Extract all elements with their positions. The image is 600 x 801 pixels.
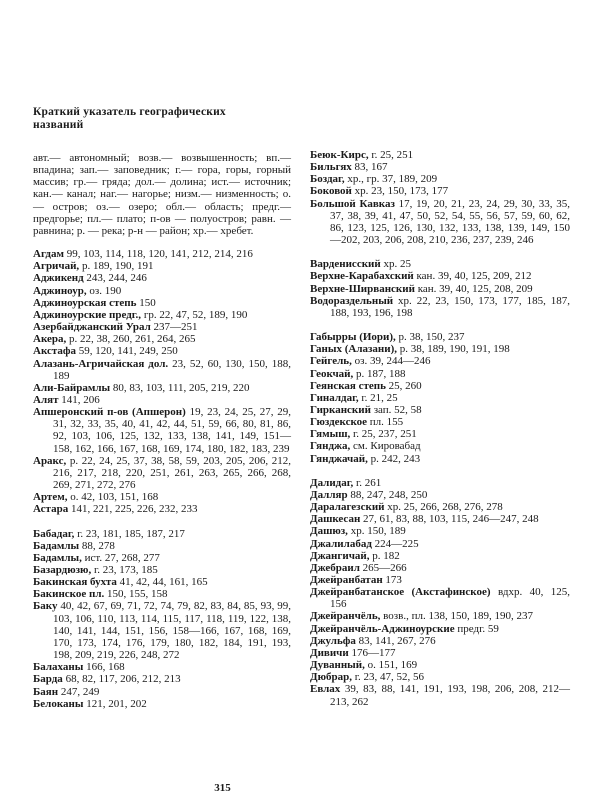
index-entry <box>310 368 570 380</box>
index-entry <box>310 453 570 465</box>
index-entry <box>33 661 291 673</box>
index-entry <box>33 382 291 394</box>
entry-page-refs: 59, 120, 141, 249, 250 <box>78 345 178 358</box>
entry-name: Джебраил <box>310 561 360 574</box>
entry-page-refs: 141, 221, 225, 226, 232, 233 <box>70 503 198 516</box>
index-entry <box>33 698 291 710</box>
entry-page-refs: р. 22, 24, 25, 37, 38, 58, 59, 203, 205, 206, 212, 216, 217, 218, 220, 251, 261, 263, 265, 266, 268, 269, 271, 272, 276 <box>53 454 292 492</box>
entry-name: Акстафа <box>33 345 77 358</box>
entry-name: Баян <box>33 685 59 698</box>
entry-page-refs: оз. 190 <box>89 284 122 297</box>
index-entry <box>310 538 570 550</box>
index-letter-group <box>310 331 570 465</box>
entry-name: Али-Байрамлы <box>33 381 111 394</box>
entry-page-refs: кан. 39, 40, 125, 208, 209 <box>417 282 533 295</box>
entry-name: Верхне-Карабахский <box>310 270 414 283</box>
index-entry <box>33 406 291 455</box>
entry-page-refs: 25, 260 <box>388 379 422 392</box>
entry-name: Боковой <box>310 185 352 198</box>
index-entry <box>310 428 570 440</box>
index-entry <box>310 343 570 355</box>
entry-name: Джульфа <box>310 634 356 647</box>
entry-name: Дивичи <box>310 646 349 659</box>
index-entry <box>310 477 570 489</box>
entry-page-refs: возв., пл. 138, 150, 189, 190, 237 <box>383 610 533 623</box>
index-entry <box>310 392 570 404</box>
entry-name: Джейранчёль, <box>310 610 381 623</box>
index-entry <box>33 552 291 564</box>
index-letter-group <box>310 477 570 708</box>
entry-name: Бакинская бухта <box>33 576 117 589</box>
entry-name: Беюк-Кирс, <box>310 149 369 161</box>
entry-page-refs: зап. 52, 58 <box>373 403 422 416</box>
entry-page-refs: 265—266 <box>362 561 407 574</box>
entry-name: Бадамлы <box>33 539 80 552</box>
entry-name: Далляр <box>310 488 348 501</box>
entry-page-refs: 83, 141, 267, 276 <box>358 634 436 647</box>
index-entry <box>33 455 291 491</box>
index-entry <box>310 295 570 319</box>
entry-page-refs: ист. 27, 268, 277 <box>84 551 160 564</box>
entry-name: Джейранчёль-Аджиноурские <box>310 622 455 635</box>
entry-page-refs: оз. 39, 244—246 <box>354 355 431 368</box>
entry-name: Баку <box>33 600 58 613</box>
index-entry <box>310 331 570 343</box>
entry-name: Джалилабад <box>310 537 372 550</box>
index-title: Краткий указатель географических названий <box>33 106 226 131</box>
entry-name: Ганых (Алазани), <box>310 343 397 356</box>
entry-page-refs: 141, 206 <box>61 393 100 406</box>
entry-name: Агричай, <box>33 260 80 273</box>
entry-page-refs: г. 23, 47, 52, 56 <box>354 671 424 684</box>
index-entry <box>33 564 291 576</box>
index-entry <box>33 345 291 357</box>
index-entry <box>33 260 291 272</box>
entry-page-refs: хр. 22, 23, 150, 173, 177, 185, 187, 188, 193, 196, 198 <box>330 294 570 319</box>
index-entry <box>310 198 570 247</box>
entry-name: Гиналдаг, <box>310 391 359 404</box>
index-entry <box>310 513 570 525</box>
index-entry <box>33 673 291 685</box>
entry-page-refs: 23, 52, 60, 130, 150, 188, 189 <box>53 357 292 382</box>
right-column <box>310 149 570 720</box>
index-entry <box>310 659 570 671</box>
entry-name: Аджиноур, <box>33 284 87 297</box>
index-entry <box>33 309 291 321</box>
index-entry <box>310 683 570 707</box>
entry-page-refs: 247, 249 <box>60 685 100 698</box>
entry-page-refs: г. 23, 173, 185 <box>93 564 158 576</box>
entry-page-refs: хр., гр. 37, 189, 209 <box>347 173 438 186</box>
entry-page-refs: см. Кировабад <box>353 440 421 453</box>
index-entry <box>310 610 570 622</box>
entry-name: Геянская степь <box>310 379 386 392</box>
index-entry <box>310 380 570 392</box>
entry-name: Большой Кавказ <box>310 197 395 210</box>
entry-name: Акера, <box>33 333 67 346</box>
index-entry <box>33 272 291 284</box>
entry-name: Бадамлы, <box>33 551 82 564</box>
entry-name: Аджиноурские предг., <box>33 308 142 321</box>
entry-name: Варденисский <box>310 258 381 271</box>
entry-name: Бакинское пл. <box>33 588 105 601</box>
entry-page-refs: хр. 25 <box>383 258 411 271</box>
index-entry <box>310 185 570 197</box>
entry-name: Азербайджанский Урал <box>33 321 151 334</box>
entry-page-refs: 19, 23, 24, 25, 27, 29, 31, 32, 33, 35, 40, 41, 42, 44, 51, 59, 66, 80, 81, 86, 92, 103, 106, 125, 132, 133, 138, 141, 149, 151—158, 162, 166, 167, 168, 169, 174, 180, 182, 183, 239 <box>53 406 292 455</box>
entry-page-refs: 17, 19, 20, 21, 23, 24, 29, 30, 33, 35, 37, 38, 39, 41, 47, 50, 52, 54, 55, 56, 57, 59, 60, 62, 86, 123, 125, 126, 130, 132, 133, 138, 139, 149, 150—202, 203, 206, 208, 210, 236, 237, 239, 246 <box>330 197 571 247</box>
index-entry <box>33 333 291 345</box>
entry-name: Аракс, <box>33 454 67 467</box>
index-entry <box>33 540 291 552</box>
entry-name: Боздаг, <box>310 173 345 186</box>
entry-name: Агдам <box>33 248 64 261</box>
entry-name: Гямыш, <box>310 428 351 441</box>
index-entry <box>33 358 291 382</box>
entry-page-refs: р. 187, 188 <box>356 367 406 380</box>
index-entry <box>33 248 291 260</box>
entry-page-refs: 150 <box>139 296 156 309</box>
index-entry <box>310 283 570 295</box>
entry-page-refs: 176—177 <box>351 646 396 659</box>
entry-page-refs: предг. 59 <box>457 622 499 635</box>
entry-name: Верхне-Ширванский <box>310 282 415 295</box>
index-entry <box>310 416 570 428</box>
entry-name: Даралагезский <box>310 501 385 514</box>
entry-name: Аджиноурская степь <box>33 296 137 309</box>
entry-page-refs: о. 42, 103, 151, 168 <box>70 491 159 504</box>
entry-name: Базардюзю, <box>33 564 92 576</box>
entry-page-refs: 224—225 <box>374 537 419 550</box>
index-letter-group <box>310 149 570 246</box>
entry-name: Дашюз, <box>310 525 348 538</box>
entry-name: Далидаг, <box>310 476 354 489</box>
entry-name: Белоканы <box>33 697 84 710</box>
entry-name: Гянджа, <box>310 440 351 453</box>
index-entry <box>310 173 570 185</box>
index-entry <box>310 355 570 367</box>
entry-page-refs: гр. 22, 47, 52, 189, 190 <box>143 308 248 321</box>
index-entry <box>33 394 291 406</box>
left-column <box>33 106 291 722</box>
entry-name: Астара <box>33 503 69 516</box>
index-entry <box>33 600 291 661</box>
entry-name: Барда <box>33 673 63 686</box>
index-entry <box>310 404 570 416</box>
entry-page-refs: г. 261 <box>356 476 382 489</box>
entry-page-refs: пл. 155 <box>369 416 404 429</box>
entry-name: Дуванный, <box>310 659 365 672</box>
entry-name: Евлах <box>310 683 341 696</box>
index-entry <box>310 671 570 683</box>
entry-name: Гирканский <box>310 403 371 416</box>
entry-page-refs: р. 22, 38, 260, 261, 264, 265 <box>69 333 196 346</box>
entry-name: Апшеронский п-ов (Апшерон) <box>33 406 186 419</box>
entry-name: Дюбрар, <box>310 671 352 684</box>
entry-page-refs: 243, 244, 246 <box>86 272 147 285</box>
entry-name: Алазань-Агричайская дол. <box>33 357 169 370</box>
entry-page-refs: 41, 42, 44, 161, 165 <box>119 576 208 589</box>
entry-name: Водораздельный <box>310 294 394 307</box>
entry-name: Геокчай, <box>310 367 354 380</box>
index-entry <box>310 562 570 574</box>
entry-page-refs: 99, 103, 114, 118, 120, 141, 212, 214, 216 <box>66 248 253 261</box>
entry-page-refs: 88, 247, 248, 250 <box>350 488 428 501</box>
entry-page-refs: г. 23, 181, 185, 187, 217 <box>77 527 185 540</box>
index-entry <box>33 576 291 588</box>
entry-page-refs: 40, 42, 67, 69, 71, 72, 74, 79, 82, 83, 84, 85, 93, 99, 103, 106, 110, 113, 114, 115, 117, 118, 119, 122, 138, 140, 141, 144, 151, 156, 158—166, 167, 168, 169, 170, 173, 174, 176, 179, 180, 182, 184, 191, 193, 198, 209, 219, 226, 248, 272 <box>53 600 292 662</box>
entry-page-refs: г. 25, 237, 251 <box>353 428 417 441</box>
entry-name: Бабадаг, <box>33 527 75 540</box>
entry-page-refs: 39, 83, 88, 141, 191, 193, 198, 206, 208, 212—213, 262 <box>330 683 571 708</box>
index-entry <box>310 586 570 610</box>
entry-page-refs: кан. 39, 40, 125, 209, 212 <box>416 270 532 283</box>
index-entry <box>310 550 570 562</box>
entry-page-refs: р. 182 <box>372 549 400 562</box>
entry-name: Аджикенд <box>33 272 84 285</box>
entry-page-refs: 27, 61, 83, 88, 103, 115, 246—247, 248 <box>363 513 539 526</box>
entry-name: Бильгях <box>310 161 352 174</box>
index-entry <box>310 149 570 161</box>
index-letter-group <box>33 528 291 710</box>
index-entry <box>33 297 291 309</box>
index-entry <box>310 440 570 452</box>
entry-name: Гянджачай, <box>310 452 368 465</box>
index-entry <box>310 161 570 173</box>
index-entry <box>310 635 570 647</box>
index-entry <box>310 525 570 537</box>
index-entry <box>310 574 570 586</box>
index-entry <box>310 501 570 513</box>
index-letter-group <box>33 248 291 515</box>
entry-page-refs: р. 242, 243 <box>370 452 421 465</box>
index-entry <box>33 285 291 297</box>
index-entry <box>33 321 291 333</box>
entry-page-refs: р. 189, 190, 191 <box>81 260 154 273</box>
entry-name: Гейгель, <box>310 355 352 368</box>
index-letter-group <box>310 258 570 319</box>
index-entry <box>310 647 570 659</box>
entry-page-refs: 150, 155, 158 <box>107 588 168 601</box>
index-entry <box>310 258 570 270</box>
entry-page-refs: 68, 82, 117, 206, 212, 213 <box>65 673 181 686</box>
entry-page-refs: г. 21, 25 <box>361 391 398 404</box>
index-entry <box>33 588 291 600</box>
index-entry <box>33 491 291 503</box>
entry-page-refs: 166, 168 <box>86 661 125 674</box>
index-entry <box>33 686 291 698</box>
entry-page-refs: 83, 167 <box>354 161 388 174</box>
entry-page-refs: хр. 25, 266, 268, 276, 278 <box>387 501 503 514</box>
entry-name: Джейранбатан <box>310 574 383 586</box>
entry-page-refs: о. 151, 169 <box>367 659 418 672</box>
entry-page-refs: 121, 201, 202 <box>86 697 147 710</box>
entry-name: Балаханы <box>33 661 84 674</box>
entry-page-refs: р. 38, 150, 237 <box>398 331 465 344</box>
entry-page-refs: вдхр. 40, 125, 156 <box>330 586 571 611</box>
entry-page-refs: хр. 150, 189 <box>350 525 406 538</box>
entry-page-refs: 173 <box>385 574 402 586</box>
index-entry <box>310 270 570 282</box>
abbreviations-list: авт.— автономный; возв.— возвышенность; вп.— впадина; зап.— заповедник; г.— гора, горы, горный массив; гр.— гряда; дол.— долина; ист.— источник; кан.— канал; наг.— нагорье; низм.— низменность; о.— остров; оз.— озеро; обл.— область; предг.— предгорье; пл.— плато; п-ов — полуостров; равн. — равнина; р. — река; р-н — район; хр.— хребет. <box>33 152 291 237</box>
entry-name: Джейранбатанское (Акстафинское) <box>310 586 491 599</box>
entry-page-refs: 237—251 <box>153 321 198 334</box>
index-entry <box>33 528 291 540</box>
entry-name: Гюздекское <box>310 416 368 429</box>
index-entry <box>310 623 570 635</box>
entry-page-refs: 80, 83, 103, 111, 205, 219, 220 <box>112 381 250 394</box>
entry-page-refs: 88, 278 <box>81 539 115 552</box>
index-entry <box>310 489 570 501</box>
entry-name: Дашкесан <box>310 513 361 526</box>
entry-page-refs: г. 25, 251 <box>371 149 414 161</box>
entry-page-refs: р. 38, 189, 190, 191, 198 <box>399 343 510 356</box>
entry-name: Джангичай, <box>310 549 370 562</box>
entry-name: Алят <box>33 393 59 406</box>
index-entry <box>33 503 291 515</box>
page-number: 315 <box>214 782 231 794</box>
entry-name: Артем, <box>33 491 68 504</box>
entry-page-refs: хр. 23, 150, 173, 177 <box>354 185 449 198</box>
entry-name: Габырры (Иори), <box>310 331 396 344</box>
